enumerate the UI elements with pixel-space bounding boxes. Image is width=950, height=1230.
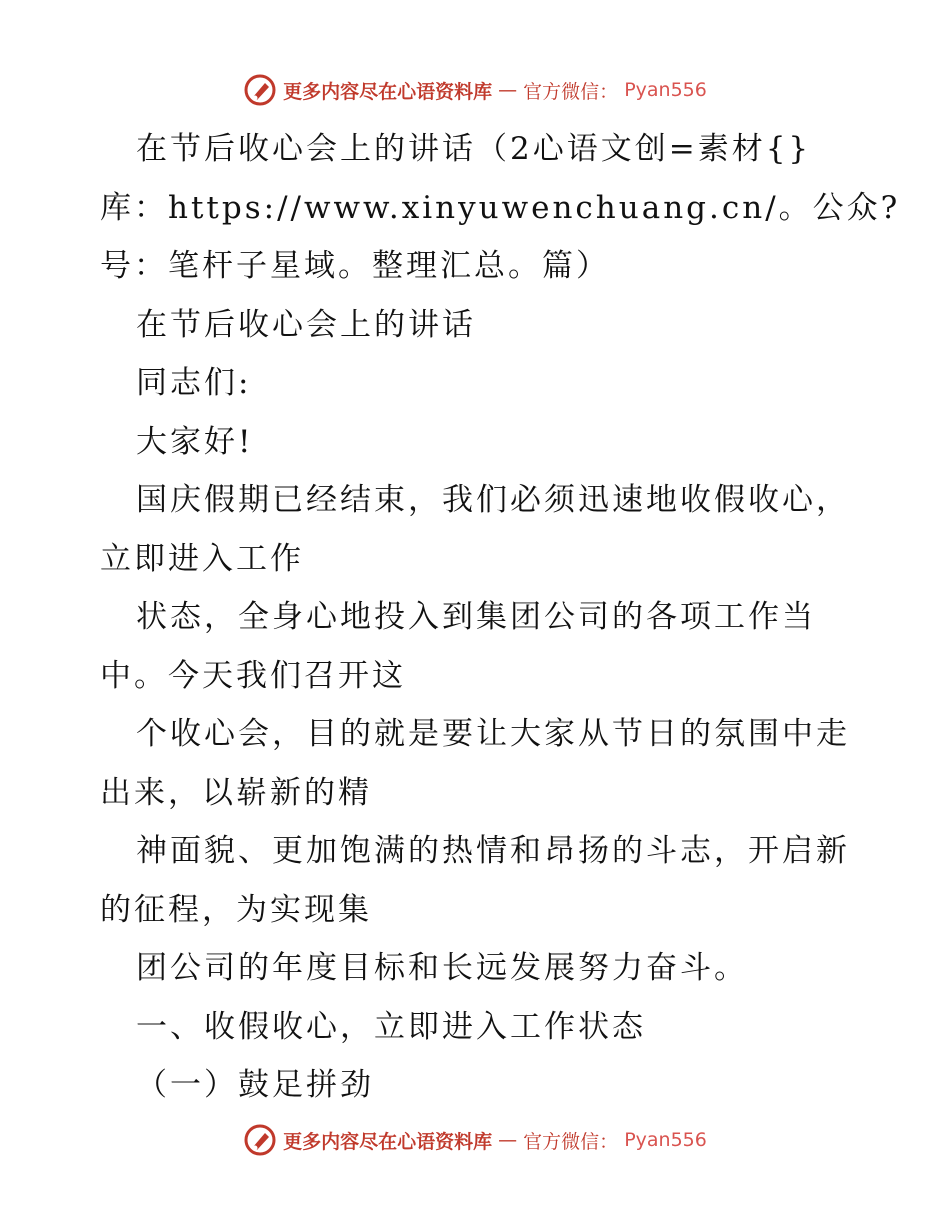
paragraph-line: 国庆假期已经结束，我们必须迅速地收假收心， (136, 482, 850, 518)
banner-main-text: 更多内容尽在心语资料库 (283, 80, 493, 103)
greeting: 大家好! (136, 423, 254, 460)
pen-nib-icon (243, 1123, 277, 1157)
banner-wechat-label: 官方微信： (523, 80, 619, 103)
footer-banner (243, 1123, 707, 1157)
speech-title: 在节后收心会上的讲话 (136, 306, 476, 343)
pen-nib-icon (243, 73, 277, 107)
header-banner (243, 73, 707, 107)
paragraph-line: 个收心会，目的就是要让大家从节日的氛围中走 (136, 716, 850, 752)
section-heading: 一、收假收心，立即进入工作状态 (136, 1008, 646, 1045)
title-line-3: 号：笔杆子星域。整理汇总。篇） (100, 248, 610, 284)
title-line-1: 在节后收心会上的讲话（2心语文创=素材{} (136, 131, 812, 167)
salutation: 同志们: (136, 365, 252, 401)
paragraph-line: 的征程，为实现集 (100, 891, 372, 928)
banner-wechat-id: Pyan556 (624, 79, 707, 101)
paragraph-line: 团公司的年度目标和长远发展努力奋斗。 (136, 950, 748, 986)
banner-main-text: 更多内容尽在心语资料库 (283, 1130, 493, 1153)
page-header (0, 70, 950, 110)
banner-wechat-label: 官方微信： (523, 1130, 619, 1153)
paragraph-line: 神面貌、更加饱满的热情和昂扬的斗志，开启新 (136, 833, 850, 869)
banner-dash: — (498, 1129, 518, 1151)
page-footer (0, 1120, 950, 1160)
title-line-2: 库：https://www.xinyuwenchuang.cn/。公众? (100, 189, 901, 226)
document-body (100, 120, 901, 1115)
paragraph-line: 状态，全身心地投入到集团公司的各项工作当 (136, 599, 816, 635)
paragraph-line: 出来，以崭新的精 (100, 774, 372, 811)
paragraph-line: 立即进入工作 (100, 540, 304, 577)
subsection-heading: （一）鼓足拼劲 (136, 1067, 374, 1103)
banner-wechat-id: Pyan556 (624, 1129, 707, 1151)
paragraph-line: 中。今天我们召开这 (100, 657, 406, 694)
banner-dash: — (498, 79, 518, 101)
